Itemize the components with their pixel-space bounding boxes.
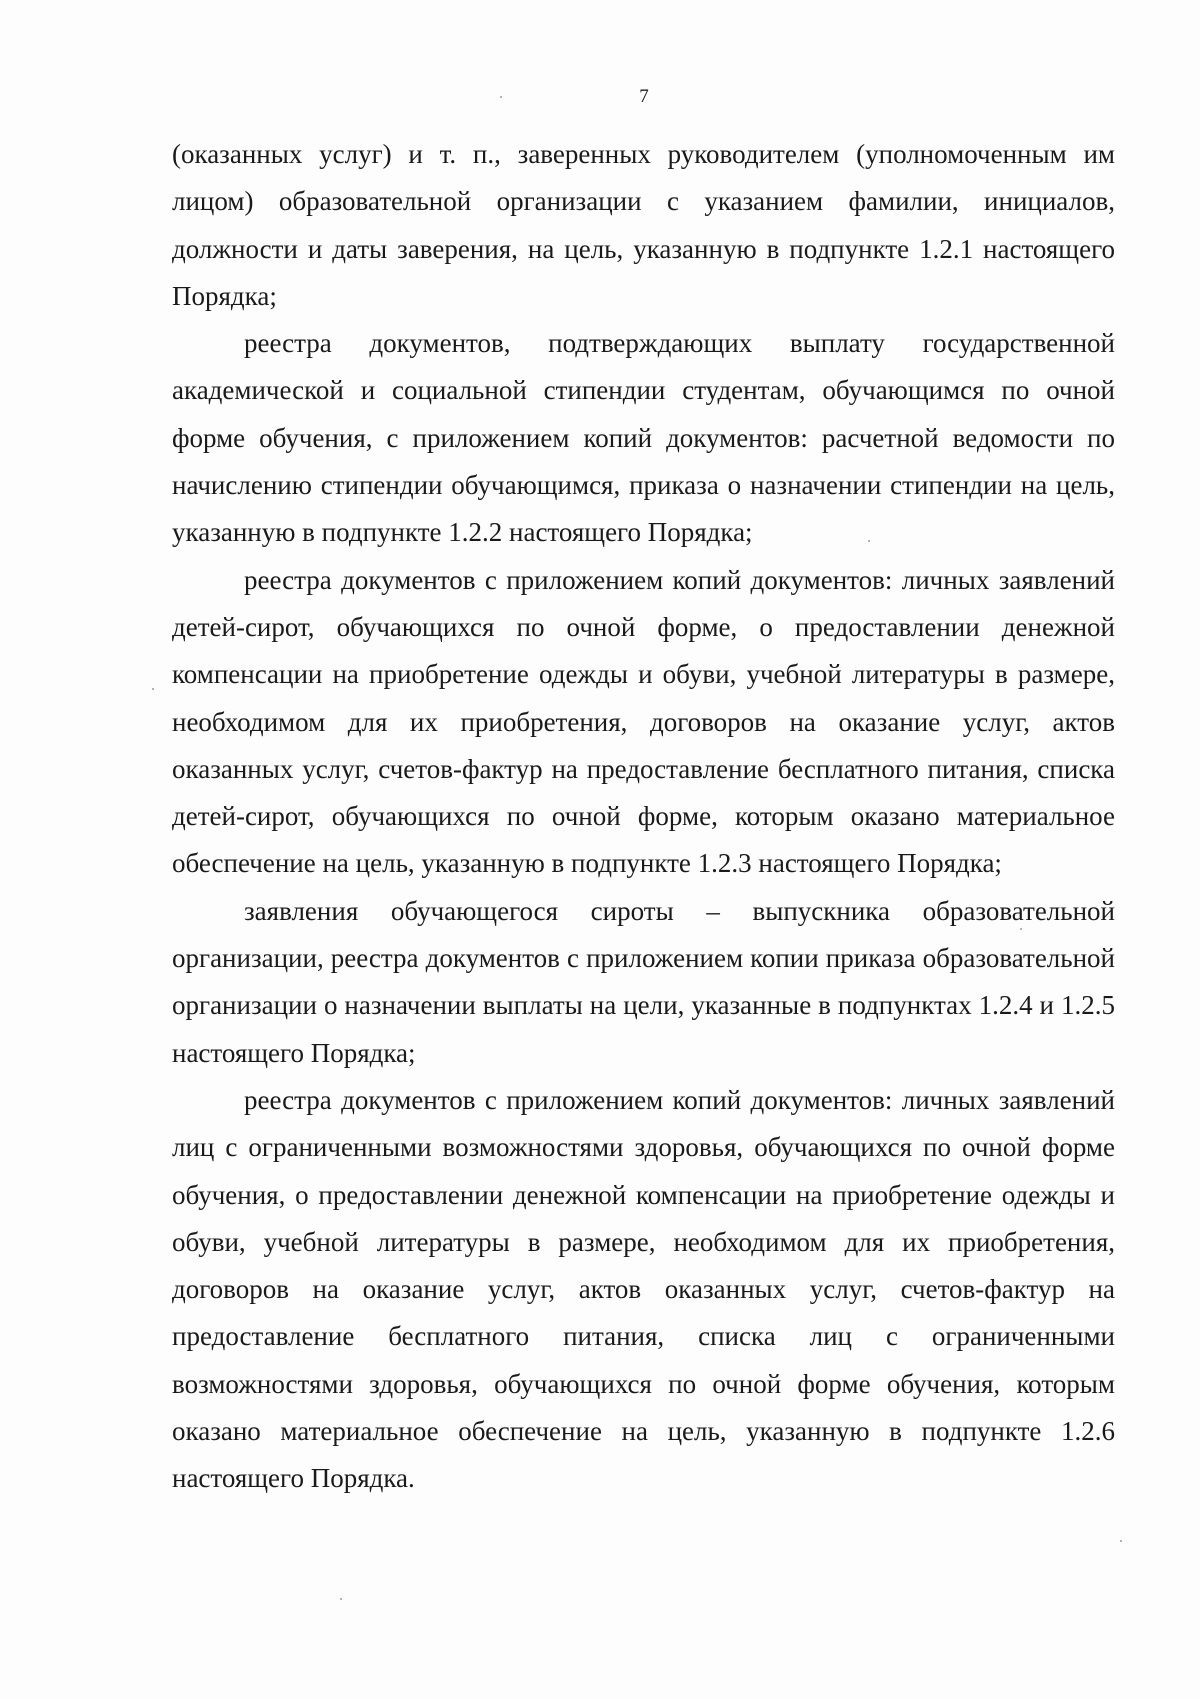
paragraph-orphans-registry: реестра документов с приложением копий документов: личных заявлений детей-сирот, обучающихся по очной форме, о предоставлении денежной компенсации на приобретение одежды и обуви, учебной литературы в размере, необходимом для их приобретения, договоров на оказание услуг, актов оказанных услуг, счетов-фактур на предоставление бесплатного питания, списка детей-сирот, обучающихся по очной форме, которым оказано материальное обеспечение на цель, указанную в подпункте 1.2.3 настоящего Порядка; xyxy=(172,564,1115,879)
paragraph-scholarship-registry: реестра документов, подтверждающих выплату государственной академической и социальной стипендии студентам, обучающимся по очной форме обучения, с приложением копий документов: расчетной ведомости по начислению стипендии обучающимся, приказа о назначении стипендии на цель, указанную в подпункте 1.2.2 настоящего Порядка; xyxy=(172,328,1115,548)
scan-speck xyxy=(1120,1540,1122,1542)
page-number: 7 xyxy=(639,86,649,107)
scan-speck xyxy=(152,688,154,690)
paragraph-continuation: (оказанных услуг) и т. п., заверенных руководителем (уполномоченным им лицом) образовательной организации с указанием фамилии, инициалов, должности и даты заверения, на цель, указанную в подпункте 1.2.1 настоящего Порядка; xyxy=(172,139,1115,311)
document-body xyxy=(172,131,1115,1503)
scan-speck xyxy=(340,1598,342,1600)
paragraph-orphan-graduate-application: заявления обучающегося сироты – выпускника образовательной организации, реестра документов с приложением копии приказа образовательной организации о назначении выплаты на цели, указанные в подпунктах 1.2.4 и 1.2.5 настоящего Порядка; xyxy=(172,895,1115,1068)
paragraph-disabled-students-registry: реестра документов с приложением копий документов: личных заявлений лиц с ограниченными возможностями здоровья, обучающихся по очной форме обучения, о предоставлении денежной компенсации на приобретение одежды и обуви, учебной литературы в размере, необходимом для их приобретения, договоров на оказание услуг, актов оказанных услуг, счетов-фактур на предоставление бесплатного питания, списка лиц с ограниченными возможностями здоровья, обучающихся по очной форме обучения, которым оказано материальное обеспечение на цель, указанную в подпункте 1.2.6 настоящего Порядка. xyxy=(172,1084,1115,1494)
